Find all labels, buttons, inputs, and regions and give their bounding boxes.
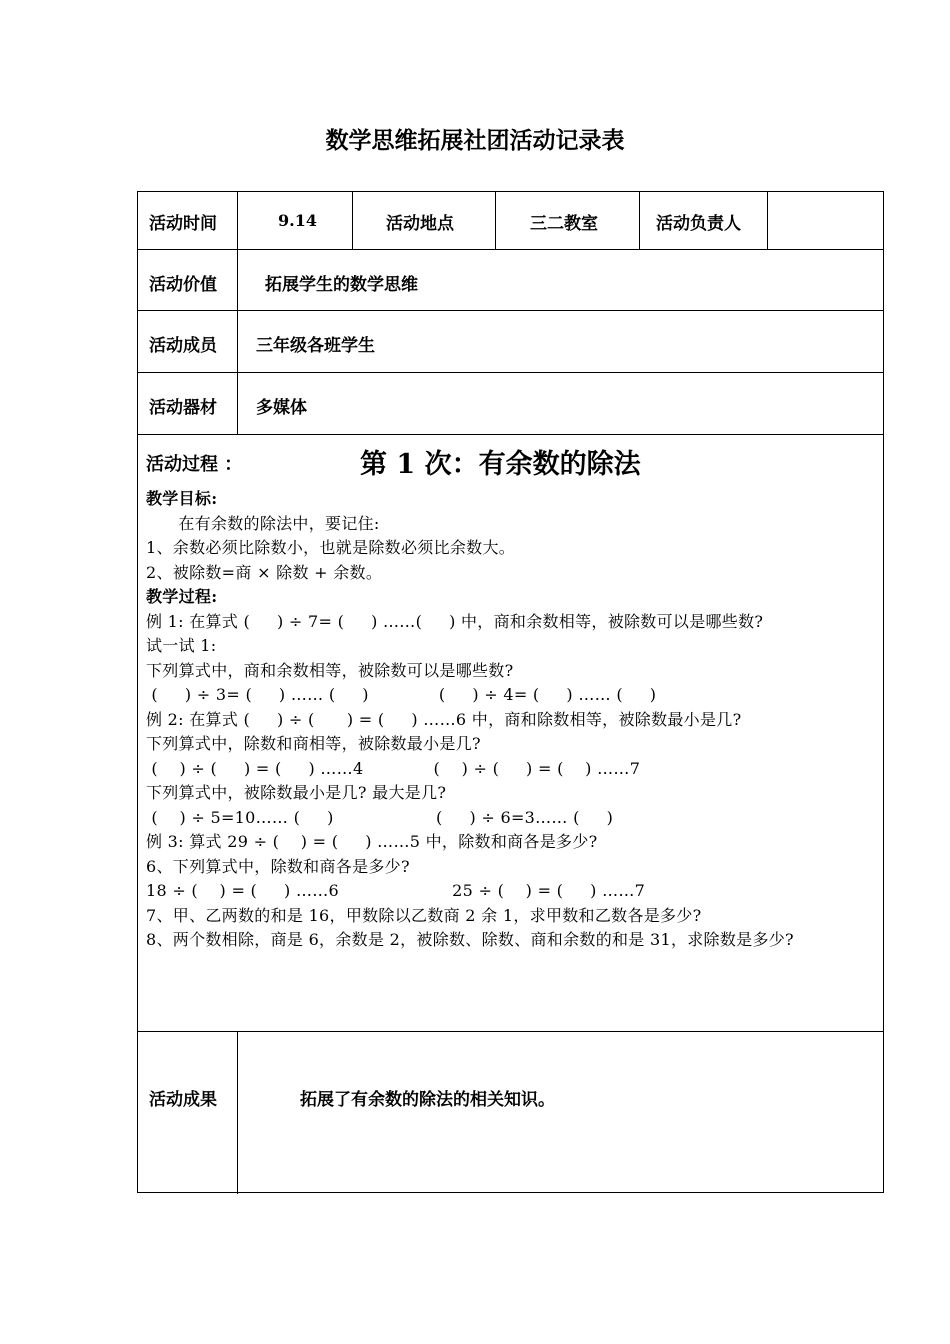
- column-divider: [237, 191, 238, 434]
- content-line: 下列算式中，除数和商相等，被除数最小是几?: [146, 734, 481, 753]
- leader-label: 活动负责人: [656, 214, 741, 234]
- content-line: 例 2: 在算式 ( ) ÷ ( ) = ( ) ……6 中，商和除数相等，被除数最小是几?: [146, 709, 742, 729]
- content-line: ( ) ÷ ( ) = ( ) ……4 ( ) ÷ ( ) = ( ) ……7: [146, 758, 641, 778]
- column-divider: [495, 191, 496, 249]
- place-label: 活动地点: [386, 214, 454, 234]
- members-text: 三年级各班学生: [256, 336, 375, 356]
- column-divider: [639, 191, 640, 249]
- time-label: 活动时间: [149, 214, 217, 234]
- content-line: 6、下列算式中，除数和商各是多少?: [146, 856, 410, 876]
- process-heading: 第 1 次：有余数的除法: [360, 449, 641, 480]
- row-divider: [137, 310, 884, 311]
- content-line: ( ) ÷ 5=10…… ( ) ( ) ÷ 6=3…… ( ): [146, 807, 614, 827]
- content-line: 下列算式中，商和余数相等，被除数可以是哪些数?: [146, 660, 514, 680]
- content-line: 18 ÷ ( ) = ( ) ……6 25 ÷ ( ) = ( ) ……7: [146, 881, 646, 900]
- column-divider: [237, 1031, 238, 1194]
- content-line: 试一试 1:: [146, 636, 217, 655]
- column-divider: [767, 191, 768, 249]
- equipment-label: 活动器材: [149, 398, 217, 418]
- place-value: 三二教室: [530, 214, 598, 234]
- result-text: 拓展了有余数的除法的相关知识。: [300, 1090, 555, 1110]
- content-line: 下列算式中，被除数最小是几? 最大是几?: [146, 783, 447, 802]
- value-label: 活动价值: [149, 275, 217, 295]
- content-line: 7、甲、乙两数的和是 16，甲数除以乙数商 2 余 1，求甲数和乙数各是多少?: [146, 905, 702, 925]
- value-text: 拓展学生的数学思维: [265, 275, 418, 295]
- content-line: 例 3: 算式 29 ÷ ( ) = ( ) ……5 中，除数和商各是多少?: [146, 832, 598, 851]
- content-line: 8、两个数相除，商是 6，余数是 2，被除数、除数、商和余数的和是 31，求除数是多少?: [146, 930, 794, 949]
- equipment-text: 多媒体: [256, 398, 307, 418]
- content-line: 2、被除数=商 × 除数 + 余数。: [146, 562, 383, 582]
- row-divider: [137, 249, 884, 250]
- content-line: 教学过程:: [146, 587, 218, 606]
- row-divider: [137, 372, 884, 373]
- row-divider: [137, 1031, 884, 1032]
- process-label: 活动过程 ：: [146, 454, 243, 475]
- result-label: 活动成果: [149, 1090, 217, 1110]
- content-line: 教学目标:: [146, 489, 218, 508]
- process-content: [146, 487, 794, 953]
- page-title: 数学思维拓展社团活动记录表: [325, 127, 625, 154]
- time-value: 9.14: [278, 211, 317, 230]
- content-line: 例 1: 在算式 ( ) ÷ 7= ( ) ……( ) 中，商和余数相等，被除数可以是哪些数?: [146, 611, 764, 631]
- content-line: ( ) ÷ 3= ( ) …… ( ) ( ) ÷ 4= ( ) …… ( ): [146, 685, 657, 704]
- members-label: 活动成员: [149, 336, 217, 356]
- column-divider: [352, 191, 353, 249]
- content-line: 在有余数的除法中，要记住:: [146, 513, 380, 533]
- content-line: 1、余数必须比除数小，也就是除数必须比余数大。: [146, 538, 516, 557]
- row-divider: [137, 434, 884, 435]
